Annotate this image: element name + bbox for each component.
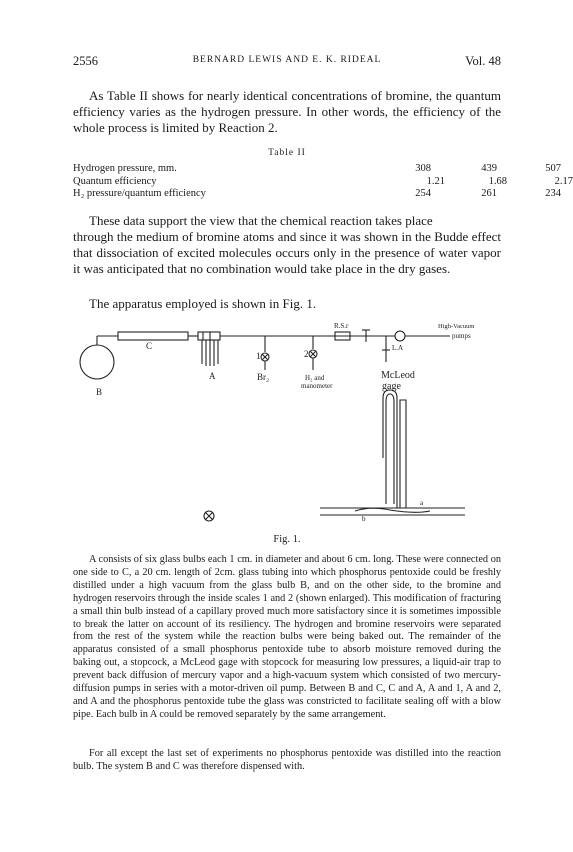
enlarged-inner-tube	[386, 394, 394, 504]
table-cell: 2.17	[554, 175, 573, 187]
label-small-b: b	[362, 515, 366, 523]
table-cell: 254	[415, 188, 431, 199]
label-rsr: R.S.r	[334, 322, 349, 330]
table-row	[73, 163, 561, 176]
volume-label: Vol. 48	[465, 54, 501, 68]
label-small-a: a	[420, 499, 424, 507]
table-row	[73, 175, 573, 189]
label-mcleod-line2: gage	[382, 381, 401, 392]
intro-paragraph: As Table II shows for nearly identical concentrations of bromine, the quantum efficiency varies as the hydrogen pressure. In other words, the efficiency of the whole process is limited by Reaction 2.	[73, 88, 501, 135]
label-h2-line1: H₂ and	[305, 374, 325, 382]
label-a: A	[209, 371, 216, 381]
label-hv-line1: High-Vacuum	[438, 323, 475, 330]
table-cell: 507	[545, 163, 561, 174]
page-header	[73, 54, 501, 72]
label-2: 2	[304, 349, 309, 359]
label-h2-line2: manometer	[301, 382, 333, 390]
table-cell: 234	[545, 188, 561, 199]
row-label: H₂ pressure/quantum efficiency	[73, 188, 206, 199]
final-paragraph: For all except the last set of experiments no phosphorus pentoxide was distilled into the reaction bulb. The system B and C was therefore dispensed with.	[73, 748, 501, 772]
label-mcleod-line1: McLeod	[381, 370, 415, 381]
reaction-bulbs-a	[198, 332, 220, 340]
label-c: C	[146, 341, 153, 351]
bulb-b	[80, 345, 114, 379]
support-paragraph	[73, 213, 501, 277]
running-head-authors: BERNARD LEWIS AND E. K. RIDEAL	[192, 55, 382, 65]
figure-caption: Fig. 1.	[273, 534, 301, 545]
row-label: Quantum efficiency	[73, 175, 157, 187]
label-hv-line2: pumps	[452, 332, 471, 340]
table-caption: Table II	[268, 148, 306, 158]
table-row	[73, 188, 561, 201]
table-cell: 1.68	[488, 175, 507, 187]
liquid-air-trap	[395, 331, 405, 341]
row-label: Hydrogen pressure, mm.	[73, 163, 177, 174]
thin-bulb	[355, 508, 430, 512]
page-number: 2556	[73, 54, 98, 68]
support-paragraph-first-line: These data support the view that the chemical reaction takes place	[89, 213, 433, 228]
data-table	[73, 163, 573, 201]
apparatus-figure	[70, 318, 510, 533]
label-1: 1	[256, 351, 261, 361]
table-cell: 308	[415, 163, 431, 174]
tube-c	[118, 332, 188, 340]
label-br2: Br₂	[257, 372, 270, 382]
label-b: B	[96, 387, 103, 397]
description-paragraph: A consists of six glass bulbs each 1 cm. in diameter and about 6 cm. long. These were connected on one side to C, a 20 cm. length of 2cm. glass tubing into which phosphorus pentoxide could be freshly distilled under a high vacuum from the glass bulb B, and on the other side, to the bromine and hydrogen reservoirs through the inside scales 1 and 2 (shown enlarged). This modification of fracturing a small thin bulb instead of a capillary proved much more satisfactory since it is sometimes impossible to break the latter on account of its resiliency. The hydrogen and bromine reservoirs were separated from the rest of the system while the reaction bulbs were being baked out. The remainder of the apparatus consisted of a small phosphorus pentoxide tube to absorb moisture removed during the baking out, a stopcock, a McLeod gage with stopcock for measuring low pressures, a liquid-air trap to prevent back diffusion of mercury vapor and a high-vacuum system which consisted of two mercury-diffusion pumps in series with a motor-driven oil pump. Between B and C, C and A, A and 1, A and 2, and A and the phosphorus pentoxide tube the glass was constricted to facilitate sealing off with a blow pipe. Each bulb in A could be removed separately by the same arrangement.	[73, 554, 501, 720]
label-la: L.A	[392, 344, 404, 352]
table-cell: 1.21	[426, 175, 445, 187]
table-cell: 439	[481, 163, 497, 174]
table-cell: 261	[481, 188, 497, 199]
support-paragraph-rest: through the medium of bromine atoms and since it was shown in the Budde effect that dissociation of excited molecules occurs only in the presence of water vapor it was anticipated that no combination would take place in the dry gases.	[73, 229, 501, 276]
apparatus-sentence: The apparatus employed is shown in Fig. 1.	[89, 296, 317, 311]
apparatus-diagram	[70, 318, 510, 533]
